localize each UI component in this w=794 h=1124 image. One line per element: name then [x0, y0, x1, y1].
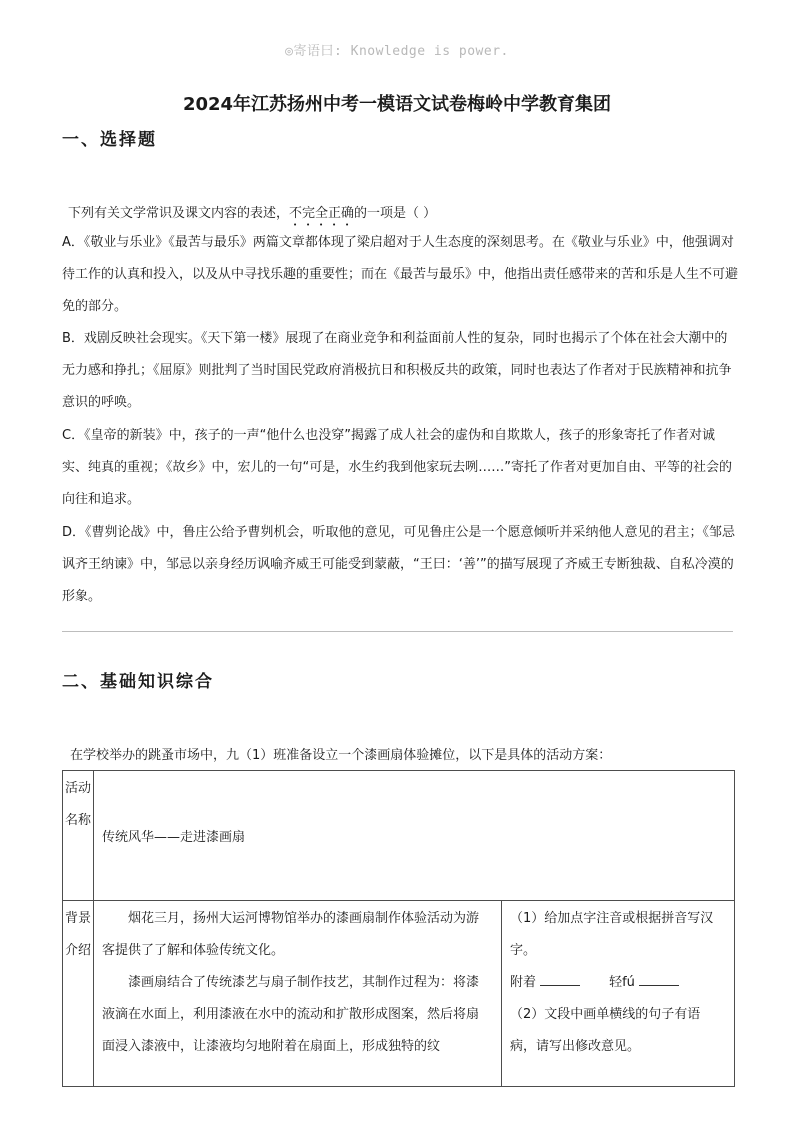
task-column	[502, 901, 735, 1087]
background-paragraph-2: 漆画扇结合了传统漆艺与扇子制作技艺，其制作过程为：将漆液滴在水面上，利用漆液在水中的流动和扩散形成图案，然后将扇面浸入漆液中，让漆液均匀地附着在扇面上，形成独特的纹	[102, 975, 480, 1054]
question-stem-text-c: 的一项是（ ）	[354, 206, 437, 221]
answer-blank-2[interactable]	[639, 971, 679, 986]
activity-name-value: 传统风华——走进漆画扇	[94, 771, 735, 901]
task-2: （2）文段中画单横线的句子有语病，请写出修改意见。	[510, 1007, 701, 1054]
page-title: 2024年江苏扬州中考一模语文试卷梅岭中学教育集团	[182, 94, 612, 115]
answer-blank-1[interactable]	[540, 971, 580, 986]
activity-intro: 在学校举办的跳蚤市场中，九（1）班准备设立一个漆画扇体验摊位，以下是具体的活动方案：	[70, 748, 612, 763]
background-text	[94, 901, 502, 1087]
blank-row	[510, 967, 726, 999]
background-paragraph-1: 烟花三月，扬州大运河博物馆举办的漆画扇制作体验活动为游客提供了了解和体验传统文化。	[102, 911, 480, 958]
blank1-label: 附着	[510, 975, 537, 990]
task-1: （1）给加点字注音或根据拼音写汉字。	[510, 911, 714, 958]
background-label: 背景介绍	[63, 901, 94, 1087]
watermark: ◎寄语曰: Knowledge is power.	[285, 44, 509, 59]
table-row-activity-name	[63, 771, 735, 901]
question-stem-emphasis: 不完全正确	[289, 206, 355, 221]
section-heading-choice: 一、选择题	[62, 130, 157, 150]
section-heading-basics: 二、基础知识综合	[62, 672, 214, 692]
section-divider	[62, 631, 733, 632]
option-b: B．戏剧反映社会现实。《天下第一楼》展现了在商业竞争和利益面前人性的复杂，同时也揭示了个体在社会大潮中的无力感和挣扎；《屈原》则批判了当时国民党政府消极抗日和积极反共的政策，同时也表达了作者对于民族精神和抗争意识的呼唤。	[62, 331, 732, 410]
question-stem-text-a: 下列有关文学常识及课文内容的表述，	[68, 206, 290, 221]
question-stem	[68, 202, 436, 229]
option-d: D．《曹刿论战》中，鲁庄公给予曹刿机会，听取他的意见，可见鲁庄公是一个愿意倾听并采纳他人意见的君主；《邹忌讽齐王纳谏》中，邹忌以亲身经历讽喻齐威王可能受到蒙蔽，“王曰：‘善’”的描写展现了齐威王专断独裁、自私冷漠的形象。	[62, 525, 736, 604]
option-c: C．《皇帝的新装》中，孩子的一声“他什么也没穿”揭露了成人社会的虚伪和自欺欺人，孩子的形象寄托了作者对诚实、纯真的重视；《故乡》中，宏儿的一句“可是，水生约我到他家玩去咧……”寄托了作者对更加自由、平等的社会的向往和追求。	[62, 428, 732, 507]
activity-table	[62, 770, 735, 1087]
option-a: A．《敬业与乐业》《最苦与最乐》两篇文章都体现了梁启超对于人生态度的深刻思考。在《敬业与乐业》中，他强调对待工作的认真和投入，以及从中寻找乐趣的重要性；而在《最苦与最乐》中，他指出责任感带来的苦和乐是人生不可避免的部分。	[62, 235, 739, 314]
activity-name-label: 活动名称	[63, 771, 94, 901]
table-row-background	[63, 901, 735, 1087]
blank2-label: 轻fú	[609, 975, 635, 990]
